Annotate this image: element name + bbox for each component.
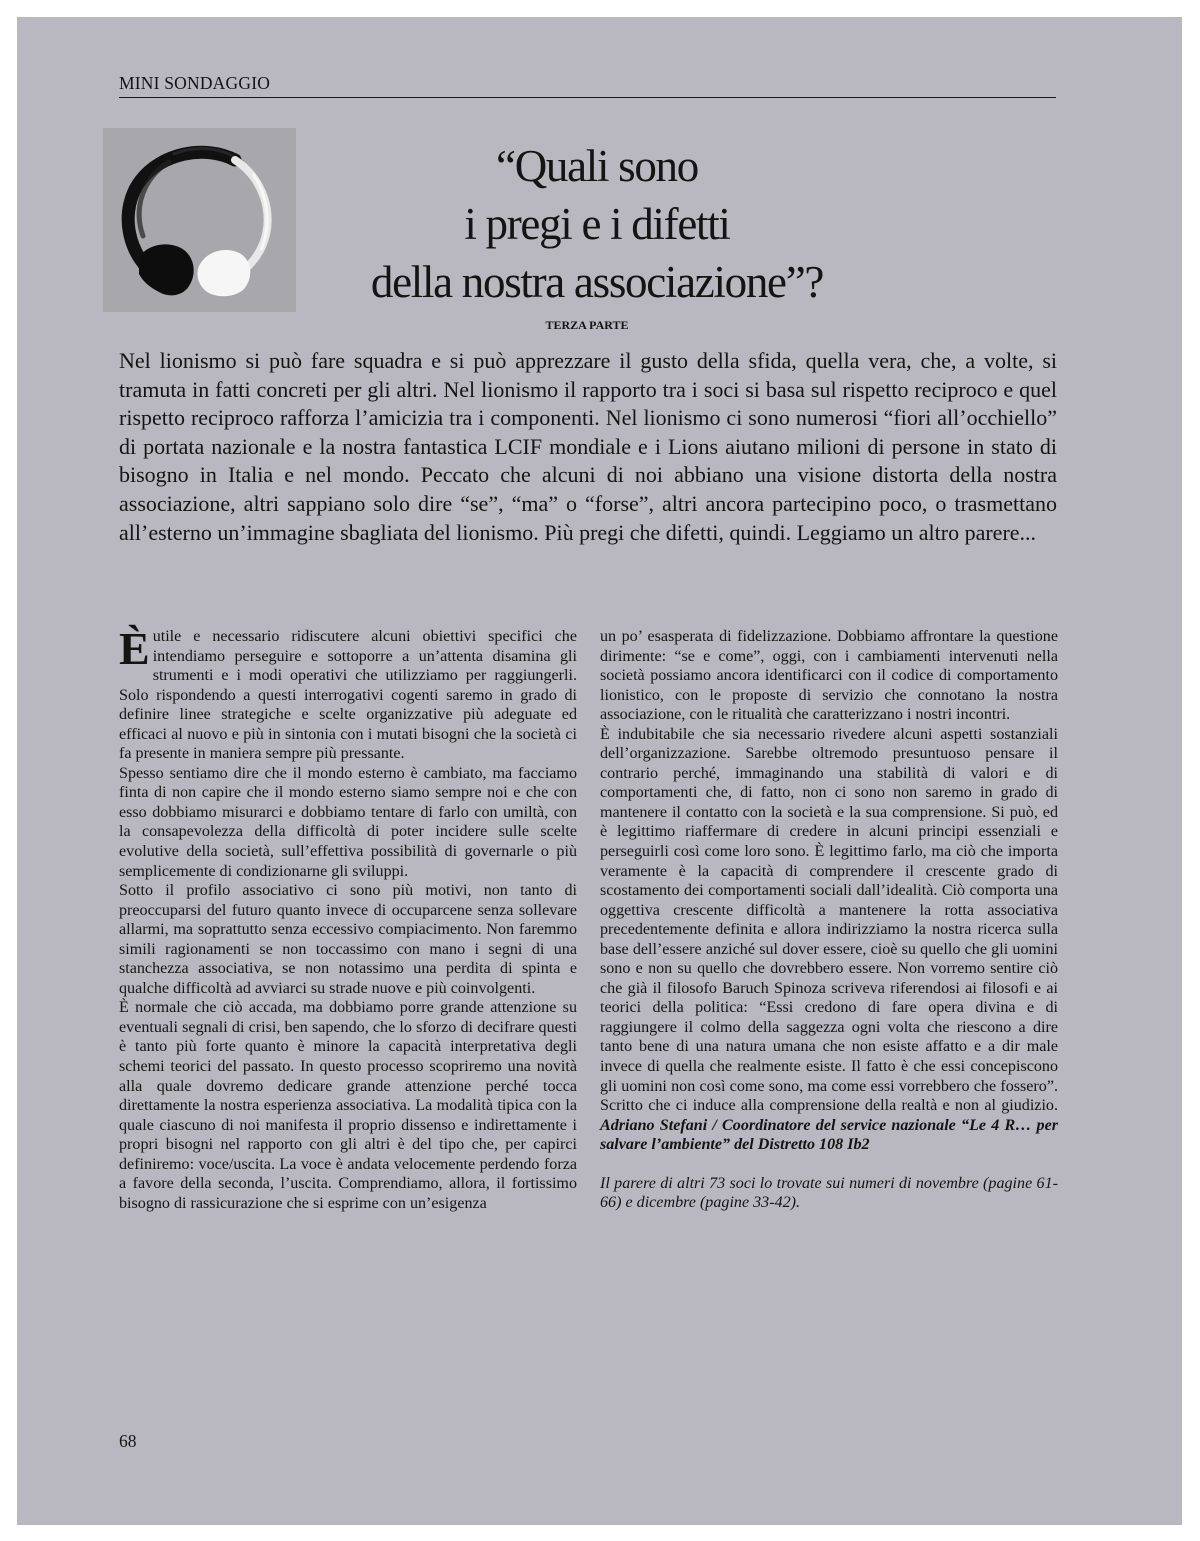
intro-paragraph: Nel lionismo si può fare squadra e si può apprezzare il gusto della sfida, quella vera, che, a volte, si tramuta in fatti concreti per gli altri. Nel lionismo il rapporto tra i soci si basa sul rispetto reciproco e quel rispetto reciproco rafforza l’amicizia tra i componenti. Nel lionismo ci sono numerosi “fiori all’occhiello” di portata nazionale e la nostra fantastica LCIF mondiale e i Lions aiutano milioni di persone in stato di bisogno in Italia e nel mondo. Peccato che alcuni di noi abbiano una visione distorta della nostra associazione, altri sappiano solo dire “se”, “ma” o “forse”, altri ancora partecipino poco, o trasmettano all’esterno un’immagine sbagliata del lionismo. Più pregi che difetti, quindi. Leggiamo un altro parere... — [119, 348, 1057, 545]
section-label: MINI SONDAGGIO — [119, 73, 271, 93]
headline — [277, 137, 917, 311]
headline-line: i pregi e i difetti — [464, 199, 730, 249]
magazine-page — [17, 17, 1182, 1525]
header-rule — [119, 97, 1056, 98]
author-signature: Adriano Stefani / Coordinatore del service nazionale “Le 4 R… per salvare l’ambiente” del Distretto 108 Ib2 — [600, 1116, 1058, 1154]
drop-cap: È — [119, 623, 150, 674]
article-paragraph: Sotto il profilo associativo ci sono più motivi, non tanto di preoccuparsi del futuro quanto invece di occuparcene senza sollevare allarmi, ma soprattutto senza eccessivo compiacimento. Non faremmo simili ragionamenti se non toccassimo con mano i segni di una stanchezza associativa, se non notassimo una perdita di spinta e qualche difficoltà ad avviarci su strade nuove e più coinvolgenti. — [119, 882, 577, 997]
page-number: 68 — [119, 1431, 137, 1451]
headline-line: “Quali sono — [496, 141, 698, 191]
article-column-right — [600, 627, 1058, 1213]
ink-circle-yin-yang-heads-icon — [103, 128, 296, 312]
paragraph-text: utile e necessario ridiscutere alcuni obiettivi specifici che intendiamo perseguire e sottoporre a un’attenta disamina gli strumenti e i modi operativi che utilizziamo per raggiungerli. Solo rispondendo a questi interrogativi cogenti saremo in grado di definire linee strategiche e scelte organizzative più adeguate ed efficaci al nuovo e più in sintonia con i mutati bisogni che la società ci fa presente in maniera sempre più pressante. — [119, 628, 577, 763]
footnote: Il parere di altri 73 soci lo trovate sui numeri di novembre (pagine 61-66) e dicembre (pagine 33-42). — [600, 1174, 1058, 1212]
ink-circle-logo — [103, 128, 296, 312]
headline-line: della nostra associazione”? — [370, 257, 824, 307]
paragraph-text: È indubitabile che sia necessario rivedere alcuni aspetti sostanziali dell’organizzazione. Sarebbe oltremodo presuntuoso pensare il contrario perché, immaginando una stabilità di valori e di comportamenti che, di fatto, non ci sono non saremo in grado di mantenere il contatto con la società e la sua comprensione. Si può, ed è legittimo riaffermare di credere in alcuni principi essenziali e perseguirli così come loro sono. È legittimo farlo, ma ciò che importa veramente è la capacità di comprendere il crescente grado di scostamento dei comportamenti sociali dall’idealità. Ciò comporta una oggettiva crescente difficoltà a mantenere la rotta associativa precedentemente definita e allora indirizziamo la nostra ricerca sulla base dell’essere anziché sul dover essere, cioè su quello che gli uomini sono e non su quello che dovrebbero essere. Non vorremo sentire ciò che già il filosofo Baruch Spinoza scriveva riferendosi ai filosofi e ai teorici della politica: “Essi credono di fare opera divina e di raggiungere il colmo della saggezza ogni volta che riescono a dire tanto bene di una natura umana che non esiste affatto e a dir male invece di quella che realmente esiste. Il fatto è che essi concepiscono gli uomini non così come sono, ma come essi vorrebbero che fossero”. Scritto che ci induce alla comprensione della realtà e non al giudizio. — [600, 725, 1058, 1115]
article-paragraph — [119, 623, 577, 764]
article-paragraph: un po’ esasperata di fidelizzazione. Dobbiamo affrontare la questione dirimente: “se e come”, oggi, con i cambiamenti intervenuti nella società possiamo ancora identificarci con il codice di comportamento lionistico, con le proposte di servizio che connotano la nostra associazione, con le ritualità che caratterizzano i nostri incontri. — [600, 628, 1058, 724]
article-paragraph: È normale che ciò accada, ma dobbiamo porre grande attenzione su eventuali segnali di crisi, ben sapendo, che lo sforzo di decifrare questi è tanto più forte quanto è minore la capacità interpretativa degli schemi teorici del passato. In questo processo scopriremo una novità alla quale dovremo dedicare grande attenzione perché tocca direttamente la nostra esperienza associativa. La modalità tipica con la quale ciascuno di noi manifesta il proprio dissenso e indirettamente i propri bisogni nel rapporto con gli altri è del tipo che, per capirci definiremo: voce/uscita. La voce è andata velocemente perdendo forza a favore della seconda, l’uscita. Comprendiamo, allora, il fortissimo bisogno di rassicurazione che si esprime con un’esigenza — [119, 999, 577, 1212]
article-paragraph: Spesso sentiamo dire che il mondo esterno è cambiato, ma facciamo finta di non capire che il mondo esterno siamo sempre noi e che con esso dobbiamo misurarci e dobbiamo tentare di farlo con umiltà, con la consapevolezza della difficoltà di poter incidere sulle scelte evolutive della società, sull’effettiva possibilità di governarle o più semplicemente di condizionarne gli sviluppi. — [119, 764, 577, 880]
subhead: TERZA PARTE — [545, 318, 629, 332]
article-column-left — [119, 623, 577, 1213]
article-paragraph — [600, 725, 1058, 1155]
